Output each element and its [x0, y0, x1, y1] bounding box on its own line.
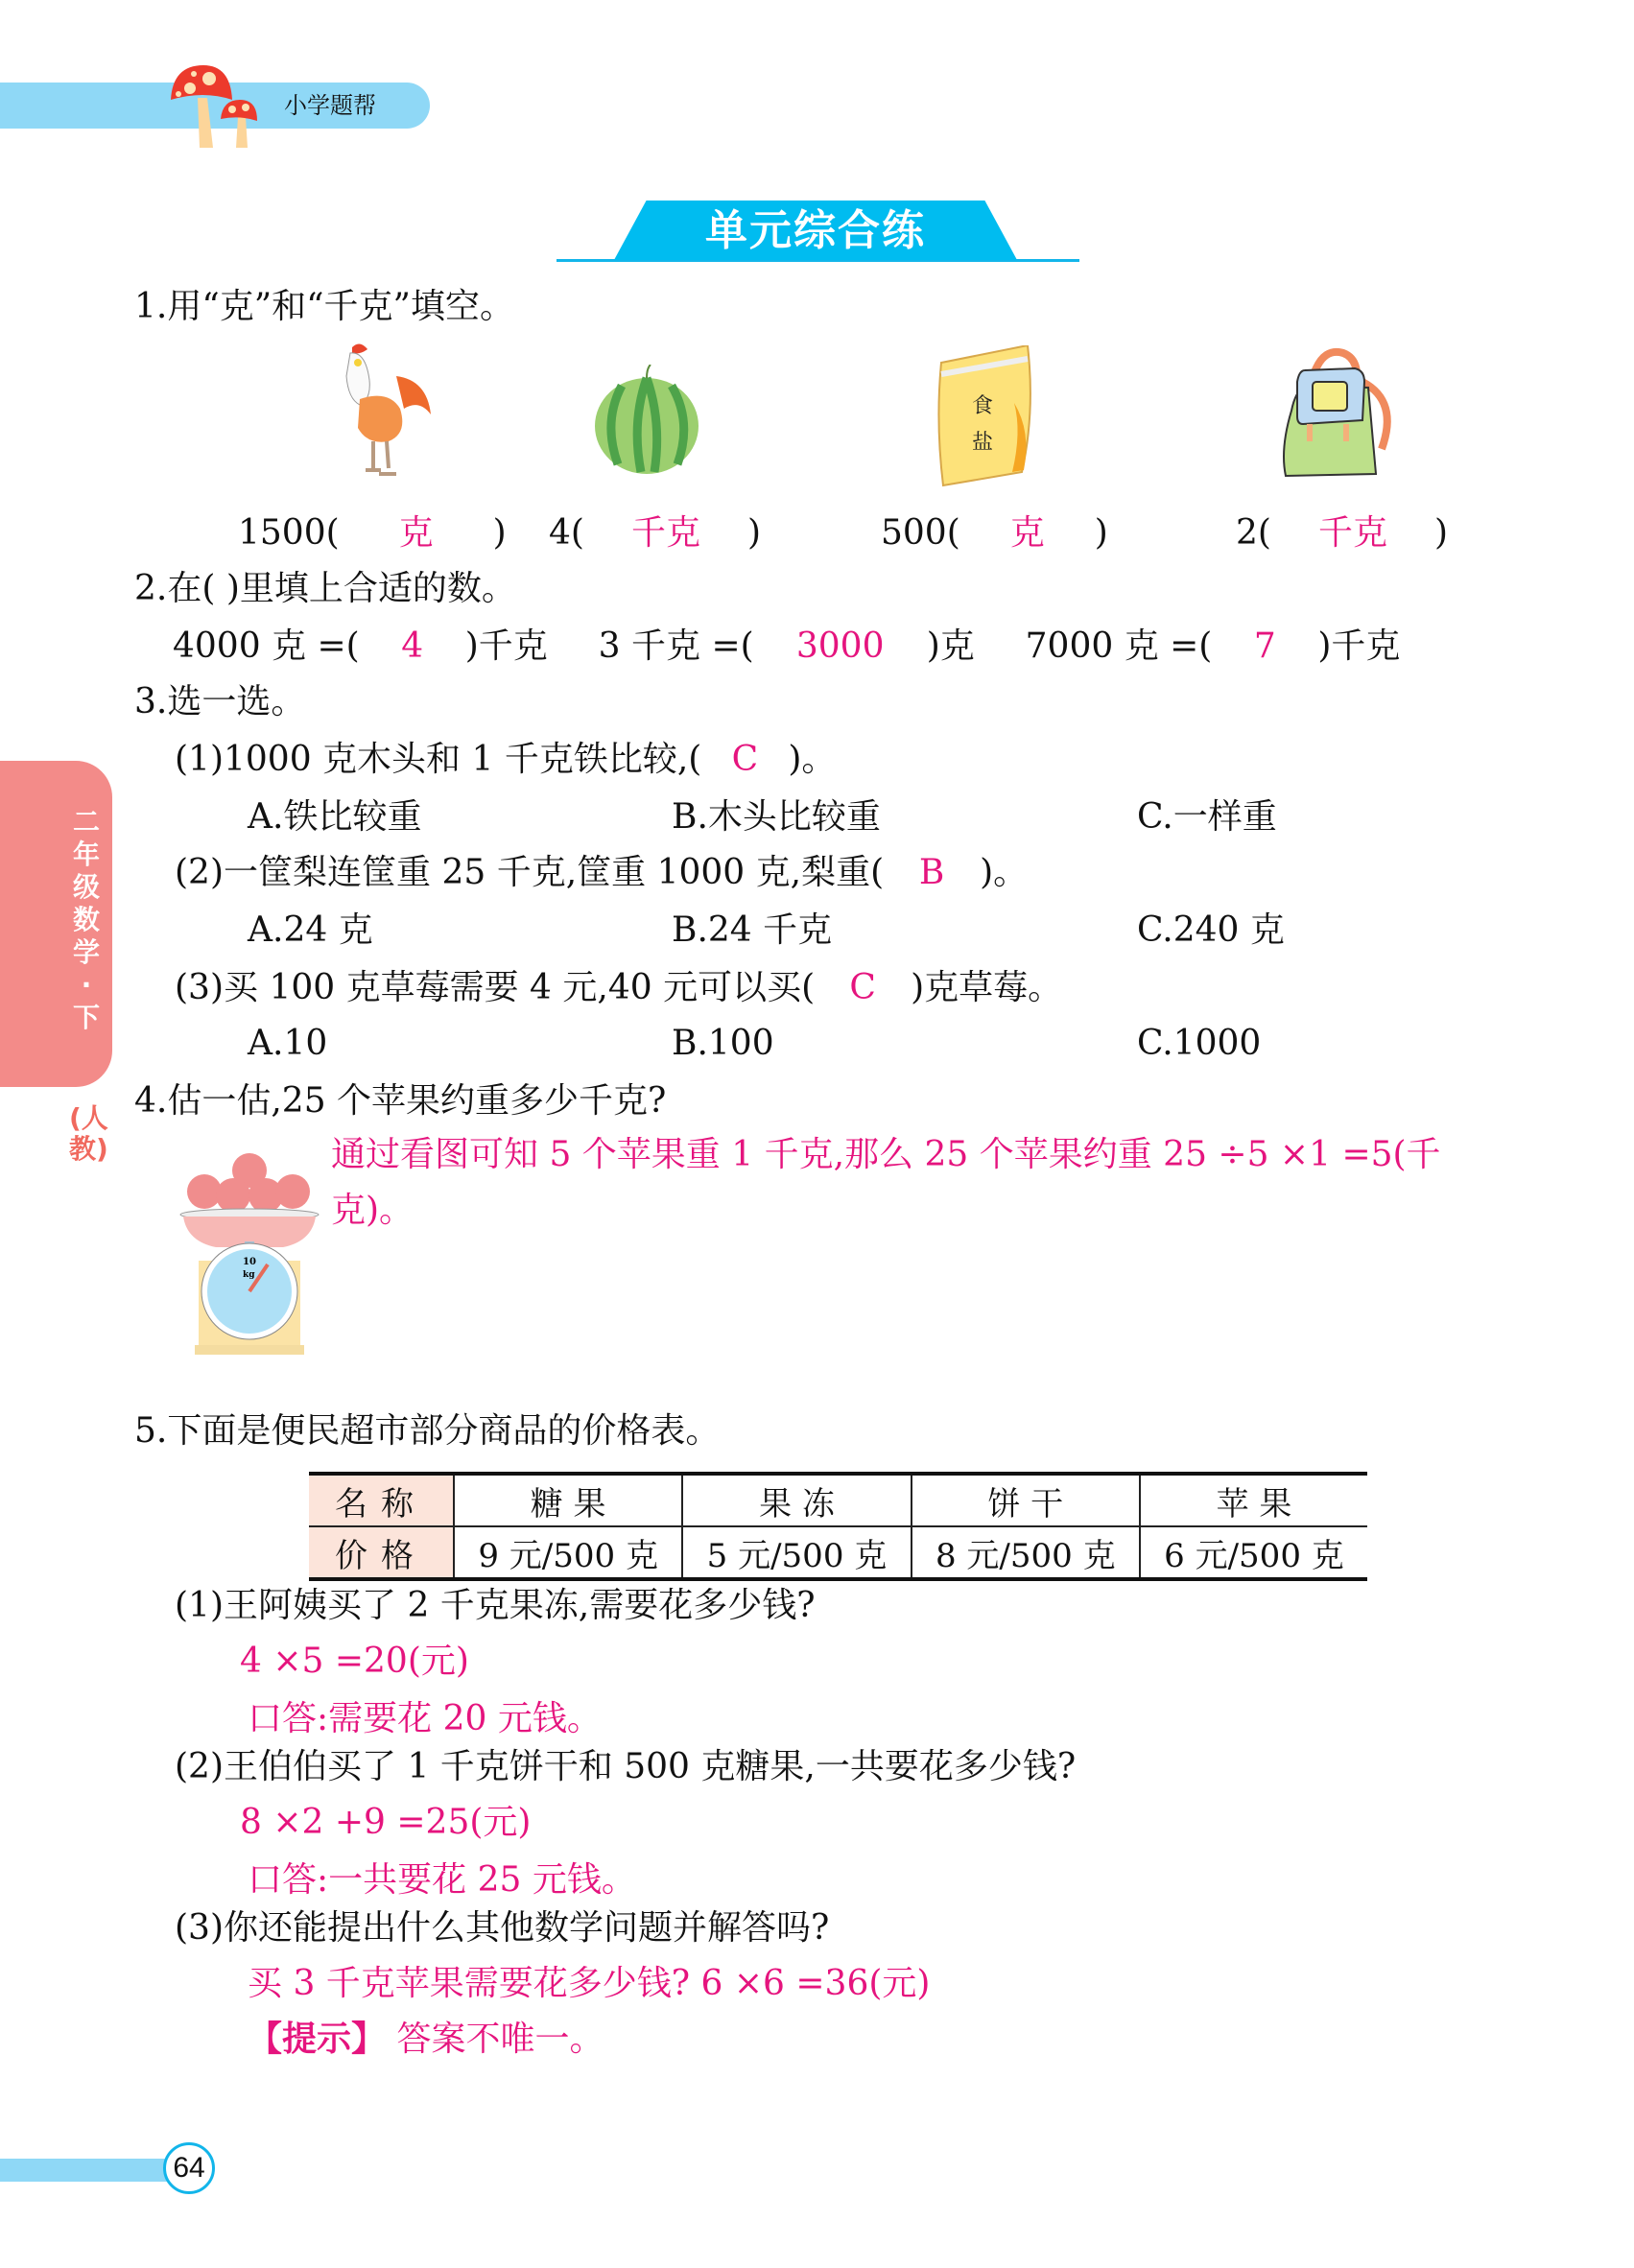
q2-answer-3: 7 [1253, 626, 1276, 666]
q4-title: 4.估一估,25 个苹果约重多少千克? [134, 1081, 667, 1121]
q3-title: 3.选一选。 [134, 682, 306, 721]
q5-1-reply: 口答:需要花 20 元钱。 [248, 1699, 602, 1738]
q5-title: 5.下面是便民超市部分商品的价格表。 [134, 1411, 721, 1451]
q4-answer-line1: 通过看图可知 5 个苹果重 1 千克,那么 25 个苹果约重 25 ÷5 ×1 =5(千 [331, 1135, 1441, 1174]
q5-2-stem: (2)王伯伯买了 1 千克饼干和 500 克糖果,一共要花多少钱? [175, 1747, 1077, 1786]
mushroom-icon [161, 61, 276, 148]
q5-3-calc: 买 3 千克苹果需要花多少钱? 6 ×6 =36(元) [248, 1964, 931, 2003]
salt-bag-image [935, 345, 1041, 489]
footer-bar [0, 2159, 173, 2182]
q1-item-3: 500( 克 ) [881, 513, 1108, 553]
table-cell: 苹 果 [1140, 1474, 1367, 1526]
q3-2-stem: (2)一筐梨连筐重 25 千克,筐重 1000 克,梨重( B )。 [175, 853, 1029, 892]
rooster-image [331, 342, 441, 485]
table-row-prices [309, 1526, 1367, 1579]
backpack-image [1276, 343, 1401, 487]
q3-3-option-c: C.1000 [1137, 1024, 1262, 1063]
q1-answer-2: 千克 [630, 513, 700, 553]
q1-item-2: 4( 千克 ) [549, 513, 761, 553]
q5-3-stem: (3)你还能提出什么其他数学问题并解答吗? [175, 1908, 830, 1948]
q3-3-option-b: B.100 [672, 1024, 774, 1063]
watermelon-image [593, 365, 703, 478]
q5-3-hint [248, 2019, 604, 2061]
page-number: 64 [163, 2142, 215, 2194]
hint-text: 答案不唯一。 [396, 2020, 604, 2059]
table-row-names [309, 1474, 1367, 1526]
svg-text:kg: kg [243, 1270, 255, 1280]
q5-1-stem: (1)王阿姨买了 2 千克果冻,需要花多少钱? [175, 1586, 816, 1625]
table-cell: 8 元/500 克 [912, 1526, 1140, 1579]
brand-title: 小学题帮 [284, 92, 376, 119]
q3-3-answer: C [849, 968, 876, 1007]
q2-answer-2: 3000 [795, 626, 885, 666]
price-table [309, 1472, 1367, 1581]
svg-text:10: 10 [243, 1257, 256, 1267]
q1-item-1: 1500( 克 ) [238, 513, 507, 553]
section-title: 单元综合练 [705, 206, 926, 255]
q1-answer-1: 克 [398, 513, 434, 553]
q2-answer-1: 4 [401, 626, 424, 666]
q3-1-option-b: B.木头比较重 [672, 797, 881, 837]
table-cell: 9 元/500 克 [454, 1526, 682, 1579]
q5-2-reply: 口答:一共要花 25 元钱。 [248, 1860, 636, 1900]
side-tab-subject: 二年级数学·下 [72, 806, 100, 1033]
side-tab-edition: (人教) [69, 1102, 108, 1165]
q3-1-stem: (1)1000 克木头和 1 千克铁比较,( C )。 [175, 740, 837, 779]
table-cell: 饼 干 [912, 1474, 1140, 1526]
q3-1-option-c: C.一样重 [1137, 797, 1277, 837]
q3-2-option-b: B.24 千克 [672, 910, 833, 950]
q3-1-answer: C [731, 740, 759, 779]
svg-text:盐: 盐 [972, 431, 994, 455]
q3-3-option-a: A.10 [248, 1024, 328, 1063]
q1-item-4: 2( 千克 ) [1236, 513, 1448, 553]
q3-2-option-c: C.240 克 [1137, 910, 1285, 950]
q3-2-option-a: A.24 克 [248, 910, 373, 950]
q3-3-stem: (3)买 100 克草莓需要 4 元,40 元可以买( C )克草莓。 [175, 968, 1063, 1007]
row-header-price: 价格 [309, 1526, 454, 1579]
q5-1-calc: 4 ×5 =20(元) [240, 1642, 469, 1681]
table-cell: 糖 果 [454, 1474, 682, 1526]
q2-title: 2.在( )里填上合适的数。 [134, 569, 516, 608]
table-cell: 5 元/500 克 [682, 1526, 911, 1579]
table-cell: 6 元/500 克 [1140, 1526, 1367, 1579]
q3-2-answer: B [918, 853, 945, 892]
q5-2-calc: 8 ×2 +9 =25(元) [240, 1803, 532, 1842]
table-cell: 果 冻 [682, 1474, 911, 1526]
q3-1-option-a: A.铁比较重 [248, 797, 422, 837]
q1-answer-4: 千克 [1317, 513, 1387, 553]
apple-scale-image [178, 1142, 321, 1358]
svg-text:食: 食 [972, 394, 994, 418]
q4-answer-line2: 克)。 [331, 1191, 414, 1230]
q1-answer-3: 克 [1009, 513, 1045, 553]
hint-label: 【提示】 [248, 2020, 387, 2059]
q2-items: 4000 克 =( 4 )千克 3 千克 =( 3000 )克 7000 克 =( 7 )千克 [173, 626, 1401, 666]
q1-title: 1.用“克”和“千克”填空。 [134, 287, 514, 326]
row-header-name: 名称 [309, 1474, 454, 1526]
